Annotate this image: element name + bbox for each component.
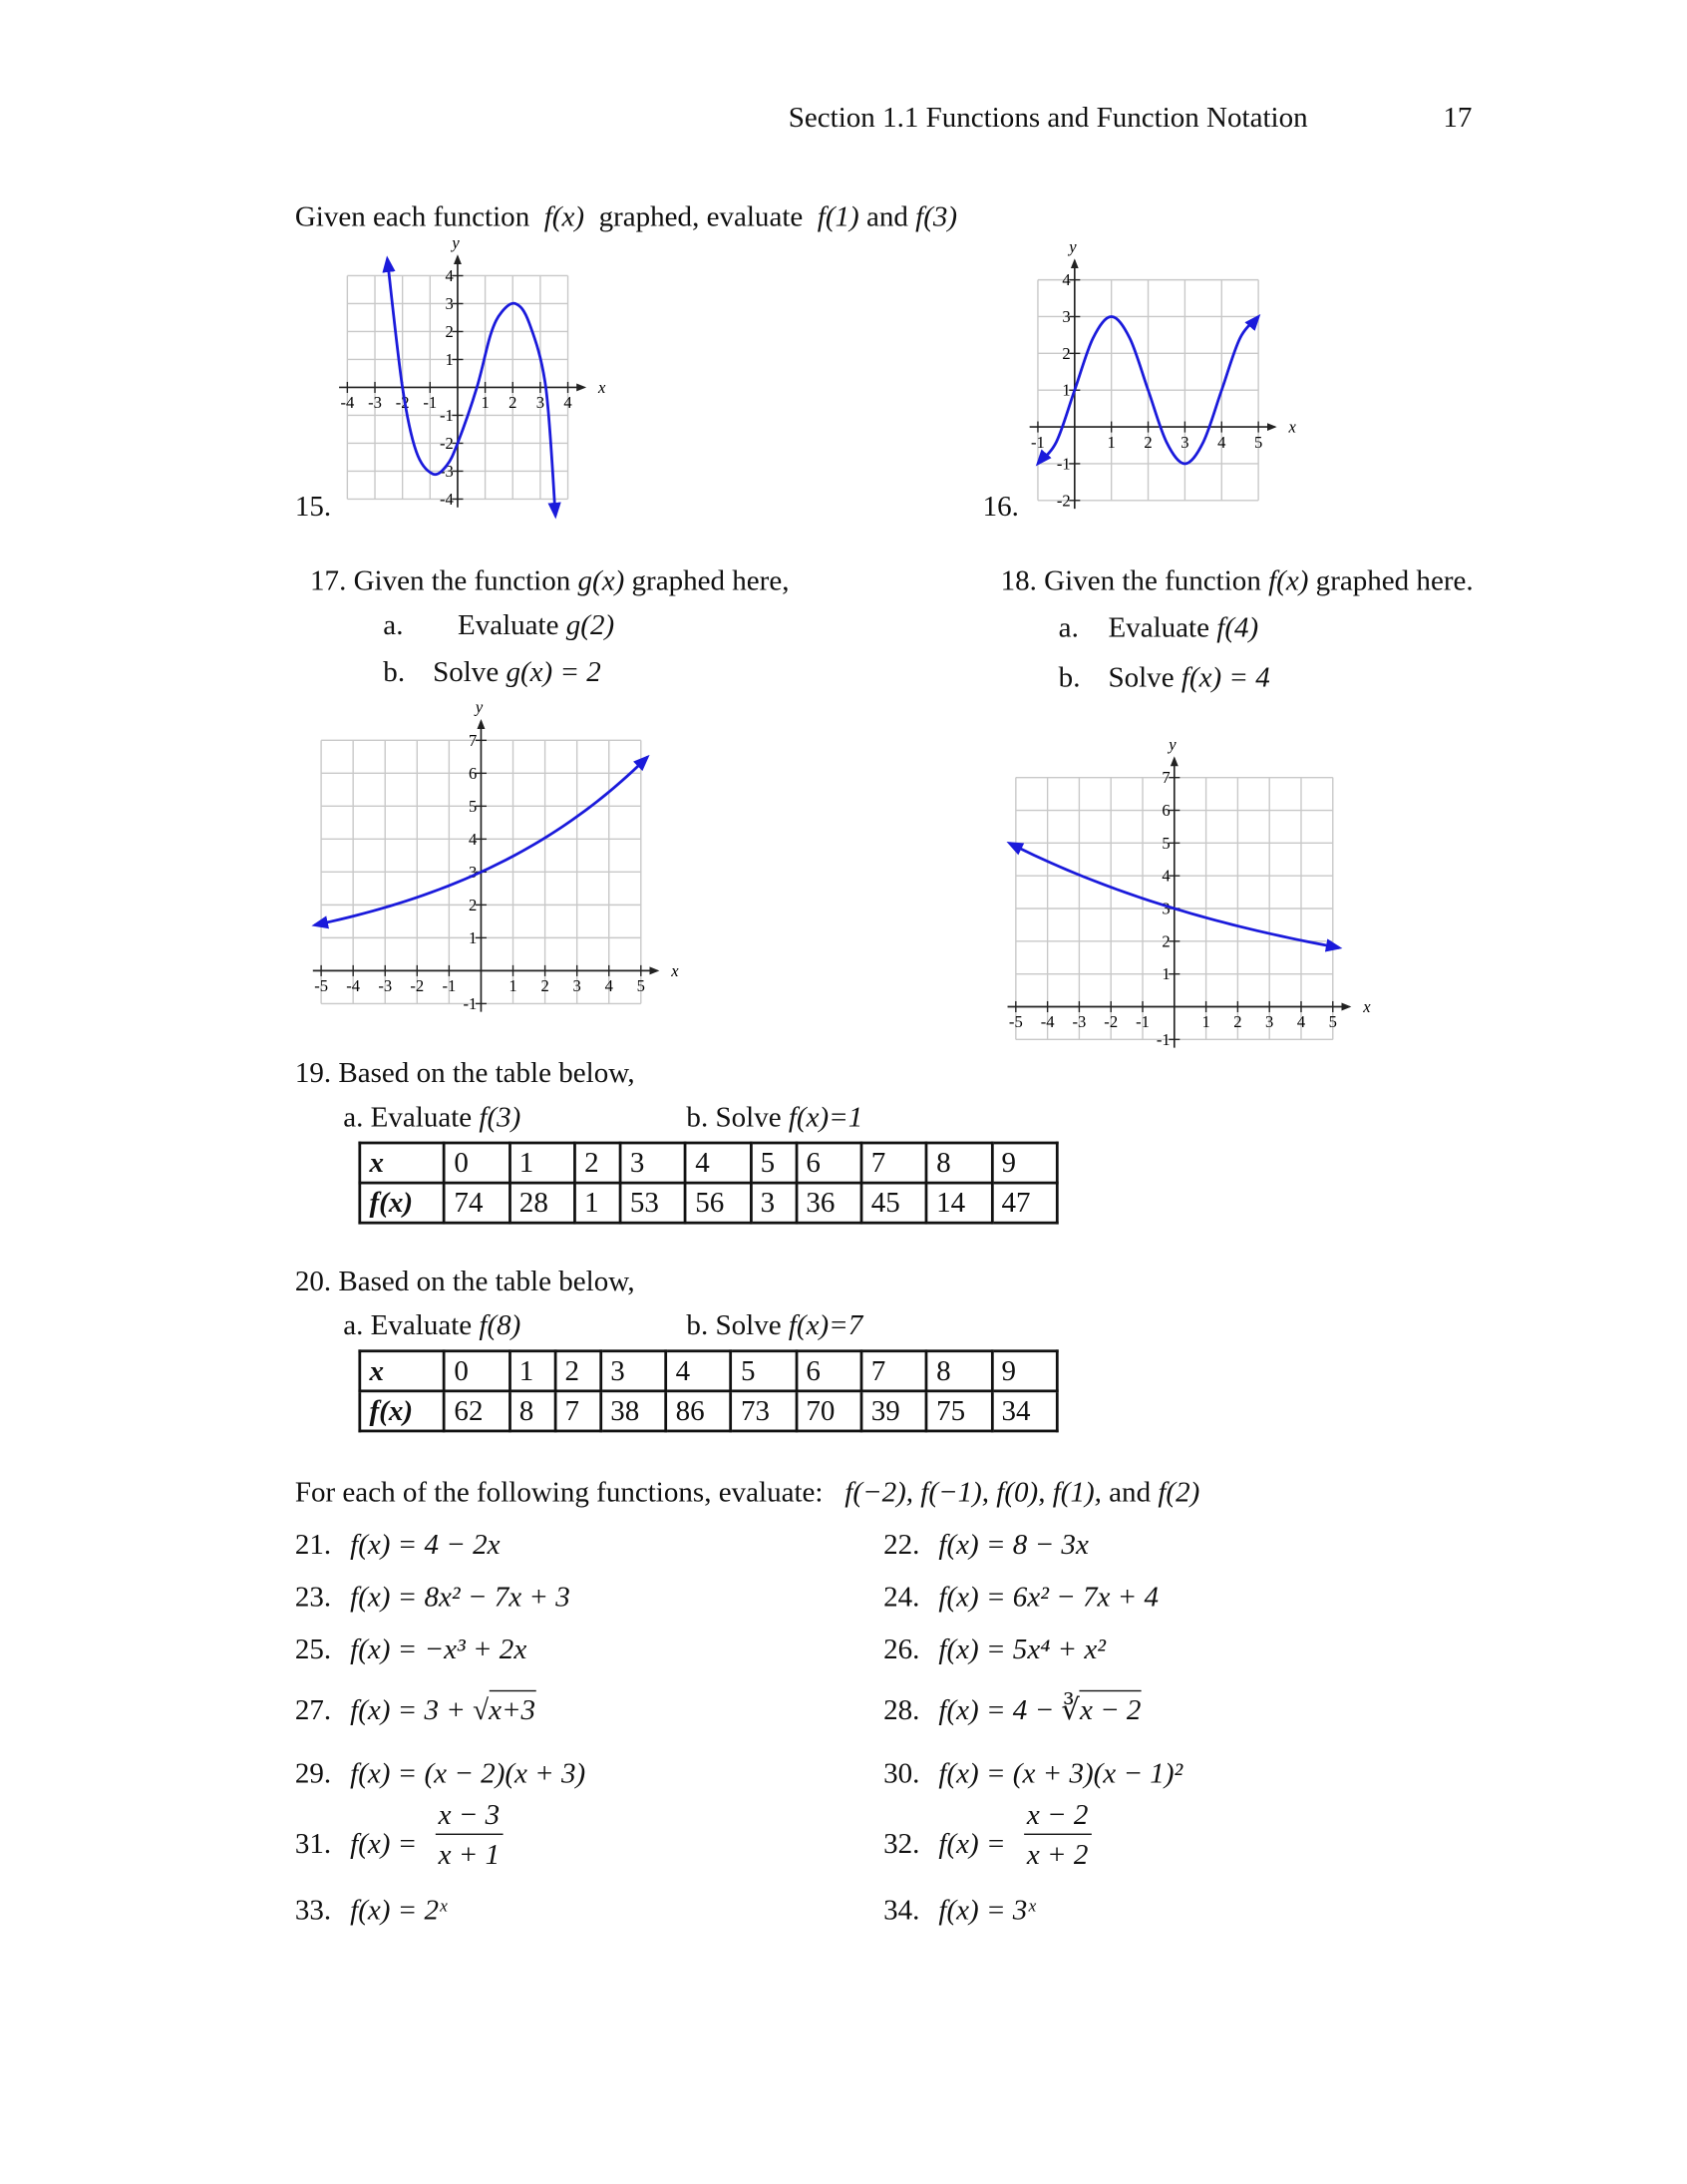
y-tick-label: 2 xyxy=(1062,343,1071,363)
x-cell: 4 xyxy=(666,1351,731,1391)
y-tick-label: 5 xyxy=(469,796,478,816)
fx-cell: 8 xyxy=(509,1391,555,1431)
p18-title-end: graphed here. xyxy=(1315,563,1474,597)
exercise-lhs: f(x) = xyxy=(350,1826,418,1860)
fx-header: f(x) xyxy=(360,1183,445,1223)
x-tick-label: 5 xyxy=(636,976,645,996)
y-tick-label: 3 xyxy=(469,862,478,882)
y-tick-label: 4 xyxy=(469,829,478,849)
exercise-expression: f(x) = 8 − 3x xyxy=(938,1527,1089,1561)
x-tick-label: 2 xyxy=(1233,1012,1242,1032)
fx-cell: 86 xyxy=(666,1391,731,1431)
x-tick-label: -3 xyxy=(378,976,393,996)
fx-cell: 3 xyxy=(751,1183,797,1223)
x-tick-label: -3 xyxy=(368,393,382,413)
problem-19-title: 19. Based on the table below, xyxy=(294,1055,635,1090)
exercise-expression: f(x) = (x + 3)(x − 1)² xyxy=(938,1756,1183,1790)
y-tick-label: 4 xyxy=(445,266,454,286)
exercise-number: 25. xyxy=(294,1632,332,1665)
exercise-expression: f(x) = −x³ + 2x xyxy=(350,1632,527,1665)
y-tick-label: -1 xyxy=(439,405,454,425)
p17-a-text: Evaluate xyxy=(457,607,559,641)
fx-cell: 34 xyxy=(992,1391,1058,1431)
x-cell: 6 xyxy=(797,1143,861,1183)
p20-a-math: f(8) xyxy=(479,1307,521,1342)
y-tick-label: 7 xyxy=(1162,768,1171,788)
graph-g18 xyxy=(1008,735,1372,1049)
x-cell: 9 xyxy=(992,1351,1058,1391)
x-tick-label: 2 xyxy=(508,393,517,413)
evaluate-intro-text: For each of the following functions, evaluate: xyxy=(294,1475,824,1509)
x-axis-label: x xyxy=(1363,997,1371,1017)
exercise-lhs: f(x) = xyxy=(938,1826,1006,1860)
exercise-expression: f(x) = 4 − 2x xyxy=(350,1527,501,1561)
x-tick-label: 1 xyxy=(508,976,517,996)
exercise-number: 28. xyxy=(883,1692,920,1726)
x-tick-label: 5 xyxy=(1253,432,1263,452)
y-tick-label: 2 xyxy=(469,895,478,914)
x-tick-label: 2 xyxy=(540,976,549,996)
section-header: Section 1.1 Functions and Function Notation xyxy=(788,100,1308,135)
evaluate-intro-last: f(2) xyxy=(1158,1475,1200,1509)
graph-g16 xyxy=(1030,237,1297,510)
evaluate-intro-and: and xyxy=(1109,1475,1152,1509)
y-tick-label: 3 xyxy=(1162,899,1171,918)
x-tick-label: 1 xyxy=(1107,432,1116,452)
x-cell: 7 xyxy=(861,1351,926,1391)
exercise-number: 24. xyxy=(883,1580,920,1614)
y-tick-label: 1 xyxy=(1062,380,1071,400)
x-tick-label: -4 xyxy=(1040,1012,1055,1032)
x-cell: 3 xyxy=(601,1351,666,1391)
fx-cell: 56 xyxy=(686,1183,751,1223)
y-tick-label: -1 xyxy=(1156,1029,1171,1049)
y-axis-label: y xyxy=(1169,735,1177,755)
p20-b-text: b. Solve xyxy=(686,1307,782,1342)
fx-cell: 75 xyxy=(926,1391,991,1431)
p18-title-text: 18. Given the function xyxy=(1000,563,1261,597)
p18-a-text: Evaluate xyxy=(1108,610,1210,644)
fx-cell: 39 xyxy=(861,1391,926,1431)
x-axis-label: x xyxy=(1288,417,1296,437)
p20-b-math: f(x)=7 xyxy=(788,1307,863,1342)
y-tick-label: -4 xyxy=(439,489,454,509)
radicand: x − 2 xyxy=(1080,1690,1142,1726)
p17-title-end: graphed here, xyxy=(631,563,790,597)
y-tick-label: 7 xyxy=(469,730,478,750)
exercise-expression: f(x) = 2ˣ xyxy=(350,1893,448,1927)
fx-cell: 45 xyxy=(861,1183,926,1223)
fx-cell: 7 xyxy=(555,1391,601,1431)
x-cell: 5 xyxy=(731,1351,796,1391)
x-tick-label: 5 xyxy=(1328,1012,1337,1032)
x-tick-label: -1 xyxy=(442,976,457,996)
intro-text: Given each function xyxy=(294,199,530,233)
x-cell: 9 xyxy=(992,1143,1058,1183)
numerator: x − 3 xyxy=(436,1799,503,1835)
intro-f3: f(3) xyxy=(915,199,958,233)
x-cell: 4 xyxy=(686,1143,751,1183)
denominator: x + 2 xyxy=(1026,1837,1089,1872)
y-tick-label: 3 xyxy=(1062,307,1071,327)
x-tick-label: -4 xyxy=(346,976,361,996)
p20-a-text: a. Evaluate xyxy=(343,1307,473,1342)
fx-cell: 62 xyxy=(445,1391,509,1431)
y-tick-label: -1 xyxy=(1056,454,1071,474)
y-tick-label: 2 xyxy=(1162,931,1171,951)
y-tick-label: 6 xyxy=(469,763,478,783)
p18-b-math: f(x) = 4 xyxy=(1181,660,1270,694)
evaluate-intro-math: f(−2), f(−1), f(0), f(1), xyxy=(844,1475,1102,1509)
p19-a-text: a. Evaluate xyxy=(343,1100,473,1134)
x-tick-label: -1 xyxy=(1031,432,1045,452)
expression-lhs: f(x) = 4 − ∛ xyxy=(938,1692,1080,1726)
intro-fx: f(x) xyxy=(543,199,585,233)
exercise-number: 26. xyxy=(883,1632,920,1665)
x-tick-label: -2 xyxy=(410,976,425,996)
p18-a-label: a. xyxy=(1058,610,1079,644)
exercise-number: 31. xyxy=(294,1826,332,1860)
exercise-expression: f(x) = (x − 2)(x + 3) xyxy=(350,1756,586,1790)
fx-cell: 74 xyxy=(445,1183,509,1223)
x-tick-label: 3 xyxy=(535,393,545,413)
y-tick-label: 2 xyxy=(445,321,454,341)
intro-and: and xyxy=(865,199,908,233)
numerator: x − 2 xyxy=(1024,1799,1091,1835)
x-cell: 5 xyxy=(751,1143,797,1183)
problem-16-number: 16. xyxy=(982,489,1019,523)
y-tick-label: 4 xyxy=(1062,270,1071,290)
p18-b-label: b. xyxy=(1058,660,1081,694)
x-tick-label: 3 xyxy=(572,976,581,996)
x-tick-label: -2 xyxy=(1104,1012,1119,1032)
exercise-expression: f(x) = 6x² − 7x + 4 xyxy=(938,1580,1160,1614)
x-tick-label: 3 xyxy=(1265,1012,1274,1032)
expression-lhs: f(x) = 3 + √ xyxy=(350,1692,490,1726)
y-tick-label: -2 xyxy=(1056,491,1071,511)
y-tick-label: 1 xyxy=(1162,964,1171,984)
fx-cell: 14 xyxy=(926,1183,991,1223)
fx-cell: 36 xyxy=(797,1183,861,1223)
exercise-number: 22. xyxy=(883,1527,920,1561)
y-tick-label: 5 xyxy=(1162,833,1171,853)
fx-cell: 53 xyxy=(620,1183,685,1223)
x-tick-label: -4 xyxy=(340,393,355,413)
p17-a-math: g(2) xyxy=(565,607,615,641)
x-tick-label: 4 xyxy=(563,393,572,413)
p17-title-text: 17. Given the function xyxy=(310,563,571,597)
fx-cell: 70 xyxy=(797,1391,861,1431)
x-tick-label: -5 xyxy=(314,976,329,996)
denominator: x + 1 xyxy=(438,1837,501,1872)
page-number: 17 xyxy=(1443,100,1473,135)
x-axis-label: x xyxy=(597,377,606,397)
y-tick-label: -3 xyxy=(439,461,454,481)
x-header: x xyxy=(360,1351,445,1391)
exercise-number: 34. xyxy=(883,1893,920,1927)
exercise-number: 27. xyxy=(294,1692,332,1726)
x-cell: 2 xyxy=(555,1351,601,1391)
y-tick-label: 4 xyxy=(1162,866,1171,886)
intro-mid: graphed, evaluate xyxy=(598,199,804,233)
exercise-number: 21. xyxy=(294,1527,332,1561)
exercise-number: 32. xyxy=(883,1826,920,1860)
x-tick-label: 4 xyxy=(1217,432,1226,452)
problem-20-title: 20. Based on the table below, xyxy=(294,1264,635,1297)
p19-a-math: f(3) xyxy=(479,1100,521,1134)
p18-a-math: f(4) xyxy=(1216,610,1259,644)
x-cell: 6 xyxy=(797,1351,861,1391)
p17-fn: g(x) xyxy=(577,563,625,597)
graph-g17 xyxy=(313,698,679,1013)
x-tick-label: -1 xyxy=(423,393,438,413)
x-tick-label: 2 xyxy=(1144,432,1153,452)
p19-b-text: b. Solve xyxy=(686,1100,782,1134)
x-tick-label: 1 xyxy=(1201,1012,1210,1032)
intro-f1: f(1) xyxy=(817,199,859,233)
x-tick-label: -1 xyxy=(1136,1012,1150,1032)
x-cell: 1 xyxy=(509,1351,555,1391)
y-tick-label: -2 xyxy=(439,433,454,453)
x-cell: 2 xyxy=(574,1143,620,1183)
x-tick-label: -5 xyxy=(1008,1012,1023,1032)
x-cell: 1 xyxy=(509,1143,574,1183)
fx-cell: 73 xyxy=(731,1391,796,1431)
x-tick-label: -2 xyxy=(395,393,410,413)
x-tick-label: 4 xyxy=(604,976,613,996)
fx-header: f(x) xyxy=(360,1391,445,1431)
p17-a-label: a. xyxy=(383,607,404,641)
y-axis-label: y xyxy=(452,232,460,252)
p17-b-math: g(x) = 2 xyxy=(506,654,601,688)
x-axis-label: x xyxy=(671,960,679,980)
p19-b-math: f(x)=1 xyxy=(788,1100,863,1134)
x-cell: 0 xyxy=(445,1351,509,1391)
exercise-number: 29. xyxy=(294,1756,332,1790)
exercise-number: 23. xyxy=(294,1580,332,1614)
p17-b-text: Solve xyxy=(433,654,500,688)
fx-cell: 47 xyxy=(992,1183,1058,1223)
x-cell: 8 xyxy=(926,1143,991,1183)
x-cell: 7 xyxy=(861,1143,926,1183)
p17-b-label: b. xyxy=(383,654,406,688)
x-header: x xyxy=(360,1143,445,1183)
y-axis-label: y xyxy=(1069,236,1077,256)
fx-cell: 1 xyxy=(574,1183,620,1223)
y-tick-label: 1 xyxy=(445,349,454,369)
y-tick-label: 3 xyxy=(445,294,454,314)
graph-g15 xyxy=(339,233,606,516)
exercise-expression: f(x) = 5x⁴ + x² xyxy=(938,1632,1107,1665)
radicand: x+3 xyxy=(489,1690,535,1726)
y-tick-label: 6 xyxy=(1162,801,1171,821)
x-cell: 8 xyxy=(926,1351,991,1391)
y-tick-label: 1 xyxy=(469,927,478,947)
exercise-expression: f(x) = 3ˣ xyxy=(938,1893,1036,1927)
exercise-expression: f(x) = 8x² − 7x + 3 xyxy=(350,1580,570,1614)
p18-b-text: Solve xyxy=(1108,660,1175,694)
x-cell: 0 xyxy=(445,1143,509,1183)
exercise-number: 30. xyxy=(883,1756,920,1790)
y-axis-label: y xyxy=(475,697,484,717)
x-tick-label: 4 xyxy=(1296,1012,1306,1032)
fx-cell: 28 xyxy=(509,1183,574,1223)
x-cell: 3 xyxy=(620,1143,685,1183)
problem-15-number: 15. xyxy=(294,489,332,523)
y-tick-label: -1 xyxy=(463,993,478,1013)
p18-fn: f(x) xyxy=(1268,563,1309,597)
x-tick-label: 3 xyxy=(1181,432,1189,452)
x-tick-label: 1 xyxy=(481,393,490,413)
x-tick-label: -3 xyxy=(1072,1012,1087,1032)
exercise-number: 33. xyxy=(294,1893,332,1927)
fx-cell: 38 xyxy=(601,1391,666,1431)
